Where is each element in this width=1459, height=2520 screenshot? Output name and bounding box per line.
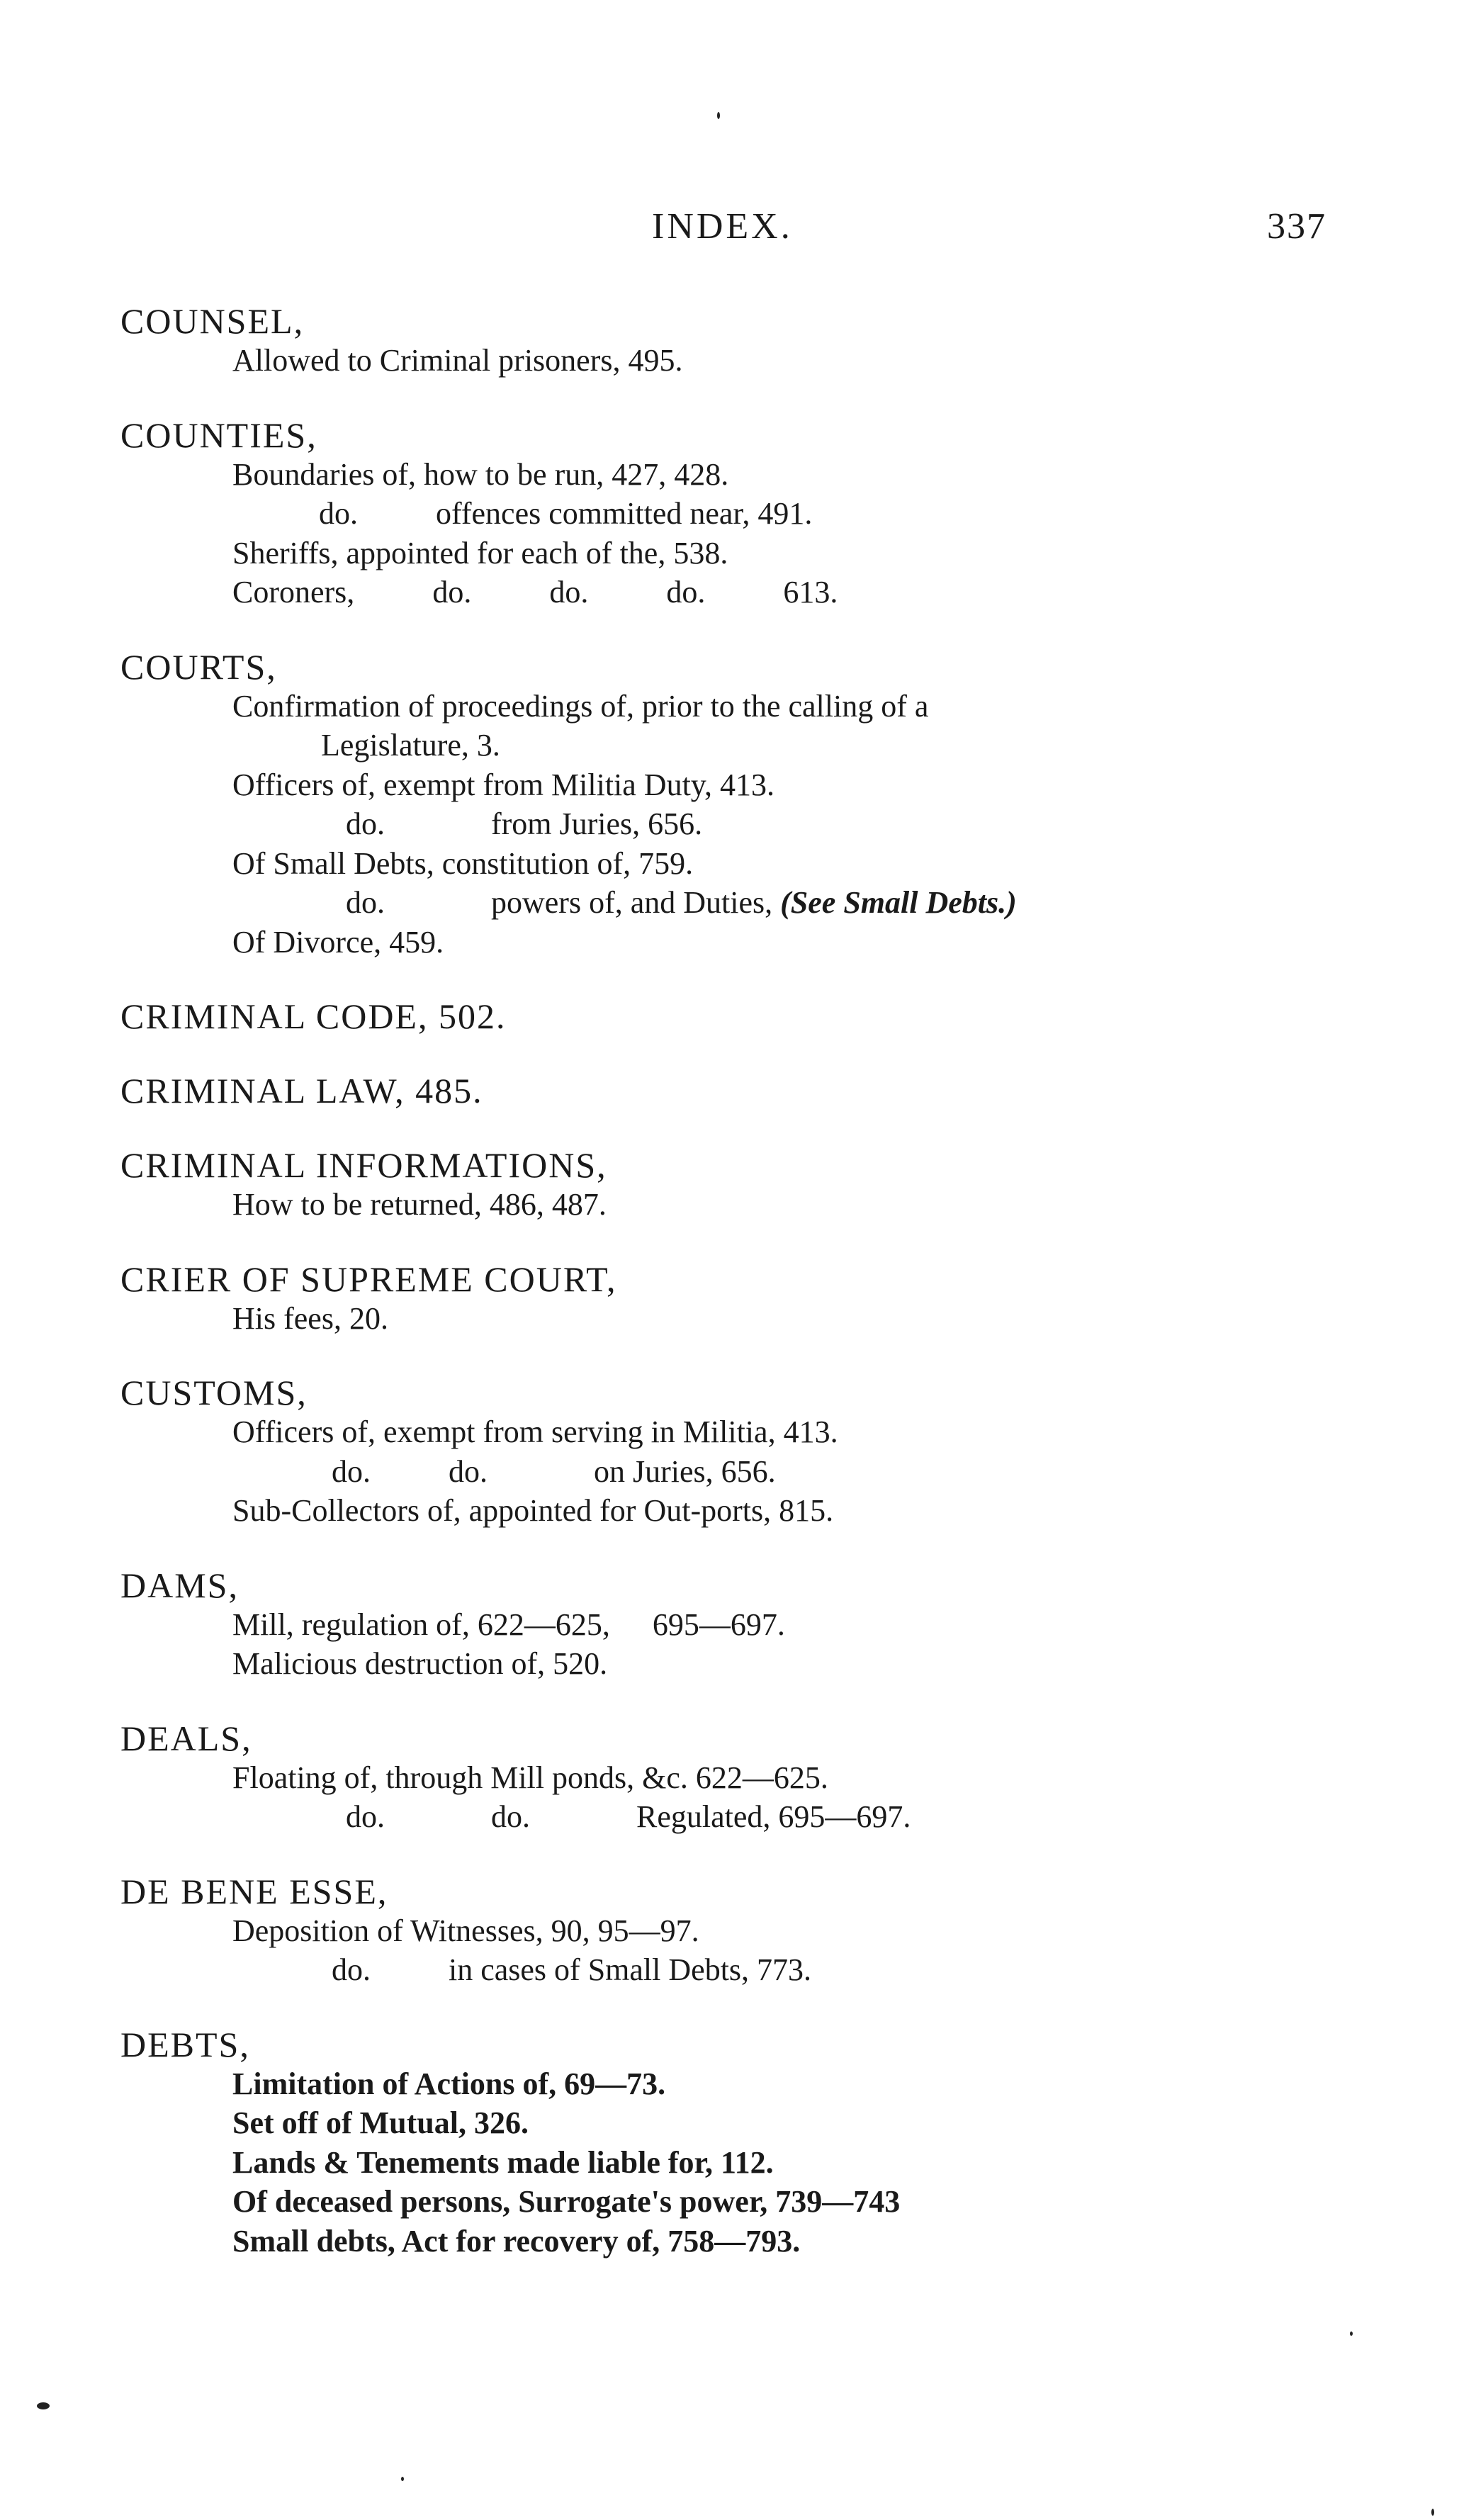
print-speck [401,2477,404,2481]
ditto-mark: do. [346,885,385,920]
index-list [120,301,1325,2295]
entry-heading: DE BENE ESSE, [120,1871,388,1911]
entry-line [120,494,1325,534]
entry-line: Legislature, 3. [321,728,500,763]
entry-line: Of Small Debts, constitution of, 759. [232,845,694,881]
ditto-mark: do. [332,1952,371,1987]
entry-line-text: Regulated, 695—697. [636,1799,911,1834]
entry-heading: DEBTS, [120,2024,250,2064]
index-entry-deals [120,1719,1325,1837]
print-speck [37,2402,50,2409]
entry-line: Deposition of Witnesses, 90, 95—97. [232,1913,699,1948]
entry-line: Lands & Tenements made liable for, 112. [232,2144,774,2180]
entry-line: Officers of, exempt from serving in Militia, 413. [232,1414,838,1449]
entry-line-text: in cases of Small Debts, 773. [449,1952,812,1987]
entry-line: Floating of, through Mill ponds, &c. 622—625. [232,1760,828,1795]
entry-line-text: offences committed near, 491. [436,496,813,531]
entry-heading: CRIMINAL LAW, 485. [120,1071,483,1110]
entry-heading: DAMS, [120,1565,239,1605]
index-entry-courts [120,647,1325,962]
entry-line [120,1797,1325,1837]
index-entry-criminal-law [120,1071,1325,1110]
entry-line: How to be returned, 486, 487. [232,1187,607,1222]
page-number: 337 [1267,206,1326,247]
page-reference: 695—697. [652,1607,785,1642]
index-entry-criminal-code [120,996,1325,1036]
entry-line-text: from Juries, 656. [491,806,703,841]
ditto-mark: do. [491,1799,530,1834]
entry-line: Allowed to Criminal prisoners, 495. [232,343,683,378]
entry-heading: CRIMINAL INFORMATIONS, [120,1145,607,1185]
ditto-mark: do. [666,575,706,609]
ditto-mark: do. [549,575,589,609]
entry-line: Sub-Collectors of, appointed for Out-ports, 815. [232,1493,834,1528]
entry-line: Confirmation of proceedings of, prior to the calling of a [232,688,929,724]
index-entry-counties [120,415,1325,612]
index-entry-de-bene-esse [120,1872,1325,1990]
cross-reference: (See Small Debts.) [780,885,1017,920]
entry-line [120,883,1325,923]
entry-line: Of Divorce, 459. [232,924,444,960]
ditto-mark: do. [319,496,358,531]
print-speck [1431,2509,1434,2516]
print-speck [1350,2331,1353,2336]
ditto-mark: do. [432,575,472,609]
entry-line-text: Mill, regulation of, 622—625, [232,1607,610,1642]
entry-line-text: on Juries, 656. [594,1453,776,1489]
index-entry-dams [120,1565,1325,1684]
entry-line-text: Coroners, [232,575,355,609]
entry-line: Set off of Mutual, 326. [232,2105,529,2140]
entry-line: Officers of, exempt from Militia Duty, 413. [232,767,774,802]
index-entry-criminal-informations [120,1145,1325,1225]
print-speck [717,112,720,119]
entry-line-text: powers of, and Duties, [491,885,773,920]
entry-line: Small debts, Act for recovery of, 758—793. [232,2223,801,2259]
entry-line: His fees, 20. [232,1300,388,1336]
ditto-mark: do. [346,1799,385,1834]
entry-line: Of deceased persons, Surrogate's power, 739—743 [232,2184,901,2219]
index-entry-customs [120,1373,1325,1531]
ditto-mark: do. [332,1453,371,1489]
ditto-mark: do. [449,1453,488,1489]
entry-line: Sheriffs, appointed for each of the, 538. [232,535,728,570]
entry-line: Boundaries of, how to be run, 427, 428. [232,456,729,492]
page-reference: 613. [783,575,838,609]
entry-heading: DEALS, [120,1718,252,1758]
entry-line [120,573,1325,612]
index-entry-crier [120,1259,1325,1339]
index-entry-debts [120,2025,1325,2261]
entry-line [120,804,1325,844]
entry-heading: CRIER OF SUPREME COURT, [120,1259,617,1299]
entry-line [120,1605,1325,1645]
index-entry-counsel [120,301,1325,381]
entry-heading: CUSTOMS, [120,1373,308,1412]
entry-heading: COUNSEL, [120,301,305,341]
ditto-mark: do. [346,806,385,841]
entry-heading: COUNTIES, [120,415,317,455]
page-title: INDEX. [652,206,793,247]
entry-heading: CRIMINAL CODE, 502. [120,996,507,1036]
entry-line [120,1452,1325,1492]
entry-line: Malicious destruction of, 520. [232,1646,608,1681]
entry-heading: COURTS, [120,646,277,687]
entry-line [120,1950,1325,1990]
running-head [0,206,1459,262]
entry-line: Limitation of Actions of, 69—73. [232,2066,666,2101]
